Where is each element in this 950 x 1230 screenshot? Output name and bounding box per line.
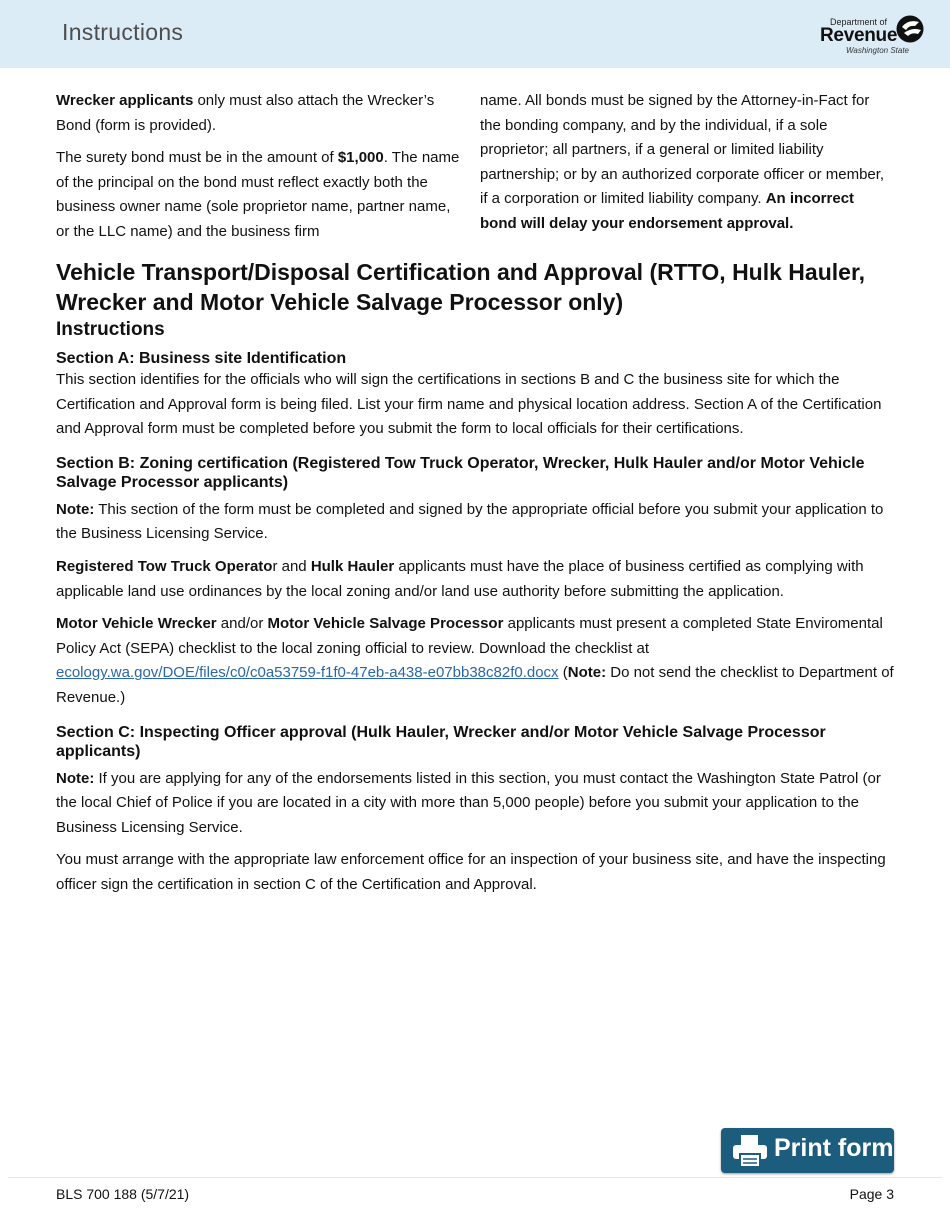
logo-state-text: Washington State [846, 46, 910, 55]
bond-signature-paragraph [480, 89, 885, 237]
wrecker-applicants-bold: Wrecker applicants [56, 92, 194, 109]
text-bold: Motor Vehicle Wrecker [56, 615, 217, 633]
printer-icon [731, 1134, 769, 1168]
sepa-checklist-link[interactable]: ecology.wa.gov/DOE/files/c0/c0a53759-f1f0-47eb-a438-e07bb38c82f0.docx [56, 664, 559, 682]
text-span: ( [558, 664, 568, 682]
section-c-heading: Section C: Inspecting Officer approval (Hulk Hauler, Wrecker and/or Motor Vehicle Salvage Processor applicants) [56, 723, 826, 760]
footer-divider [8, 1177, 942, 1178]
dor-logo [818, 12, 930, 58]
section-b-heading: Section B: Zoning certification (Registered Tow Truck Operator, Wrecker, Hulk Hauler and/or Motor Vehicle Salvage Processor applicants) [56, 454, 865, 491]
note-label: Note: [56, 500, 95, 518]
instructions-subtitle: Instructions [56, 319, 165, 340]
bond-amount-bold: $1,000 [337, 149, 384, 167]
print-form-button[interactable] [721, 1128, 894, 1173]
header-title: Instructions [62, 19, 184, 45]
dor-logo-icon [894, 14, 926, 44]
text-span: The surety bond must be in the amount of [56, 149, 338, 167]
text-span: only must also attach the Wrecker’s Bond (form is provided). [56, 92, 435, 134]
text-span: If you are applying for any of the endorsements listed in this section, you must contact the Washington State Patrol (or the local Chief of Police if you are located in a city with more than 5,000 people) before you submit your application to the Business Licensing Service. [56, 769, 881, 836]
text-span: . The name of the principal on the bond must reflect exactly both the business owner name (sole proprietor name, partner name, or the LLC name) and the business firm [56, 149, 460, 240]
section-a-text: This section identifies for the officials who will sign the certifications in sections B and C the business site for which the Certification and Approval form is being filed. List your firm name and physical location address. Section A of the Certification and Approval form must be completed before you submit the form to local officials for their certifications. [56, 371, 882, 438]
main-content [56, 257, 896, 898]
section-a-heading: Section A: Business site Identification [56, 350, 347, 367]
surety-bond-paragraph [56, 146, 461, 244]
text-span: r and [272, 557, 311, 575]
page-title: Vehicle Transport/Disposal Certification and Approval (RTTO, Hulk Hauler, Wrecker and Motor Vehicle Salvage Processor only) [56, 259, 866, 315]
incorrect-bond-warning: An incorrect bond will delay your endorsement approval. [480, 190, 855, 232]
note-label: Note: [567, 664, 607, 682]
text-span: This section of the form must be completed and signed by the appropriate official before you submit your application to the Business Licensing Service. [56, 500, 884, 543]
note-label: Note: [56, 769, 95, 787]
section-b-note [56, 498, 896, 547]
footer-page-number: Page 3 [849, 1186, 894, 1202]
text-span: applicants must present a completed State Enviromental Policy Act (SEPA) checklist to the local zoning official to review. Download the checklist at [56, 615, 883, 657]
text-bold: Registered Tow Truck Operato [56, 557, 273, 575]
section-b-sepa-paragraph [56, 612, 896, 710]
text-span: name. All bonds must be signed by the Attorney-in-Fact for the bonding company, and by the individual, if a sole proprietor; all partners, if a general or limited liability partnership; or by an authorized corporate officer or member, if a corporation or limited liability company. [480, 92, 885, 208]
footer-form-id: BLS 700 188 (5/7/21) [56, 1186, 190, 1202]
text-span: Do not send the checklist to Department of Revenue.) [56, 664, 894, 706]
text-bold: Hulk Hauler [310, 557, 395, 575]
section-c-inspection-paragraph: You must arrange with the appropriate law enforcement office for an inspection of your business site, and have the inspecting officer sign the certification in section C of the Certification and Approval. [56, 851, 886, 893]
logo-department-text: Department of [830, 17, 888, 27]
logo-revenue-text: Revenue [820, 25, 898, 46]
wrecker-bond-paragraph [56, 89, 461, 138]
print-form-label: Print form [774, 1134, 894, 1162]
text-span: and/or [216, 615, 268, 633]
intro-left-column [56, 89, 461, 245]
section-b-tow-truck-paragraph [56, 555, 896, 604]
text-bold: Motor Vehicle Salvage Processor [267, 615, 504, 633]
page-header [0, 0, 950, 68]
intro-right-column [480, 89, 885, 237]
text-span: applicants must have the place of business certified as complying with applicable land use ordinances by the local zoning and/or land use authority before submitting the application. [56, 557, 864, 600]
section-c-note [56, 767, 896, 841]
